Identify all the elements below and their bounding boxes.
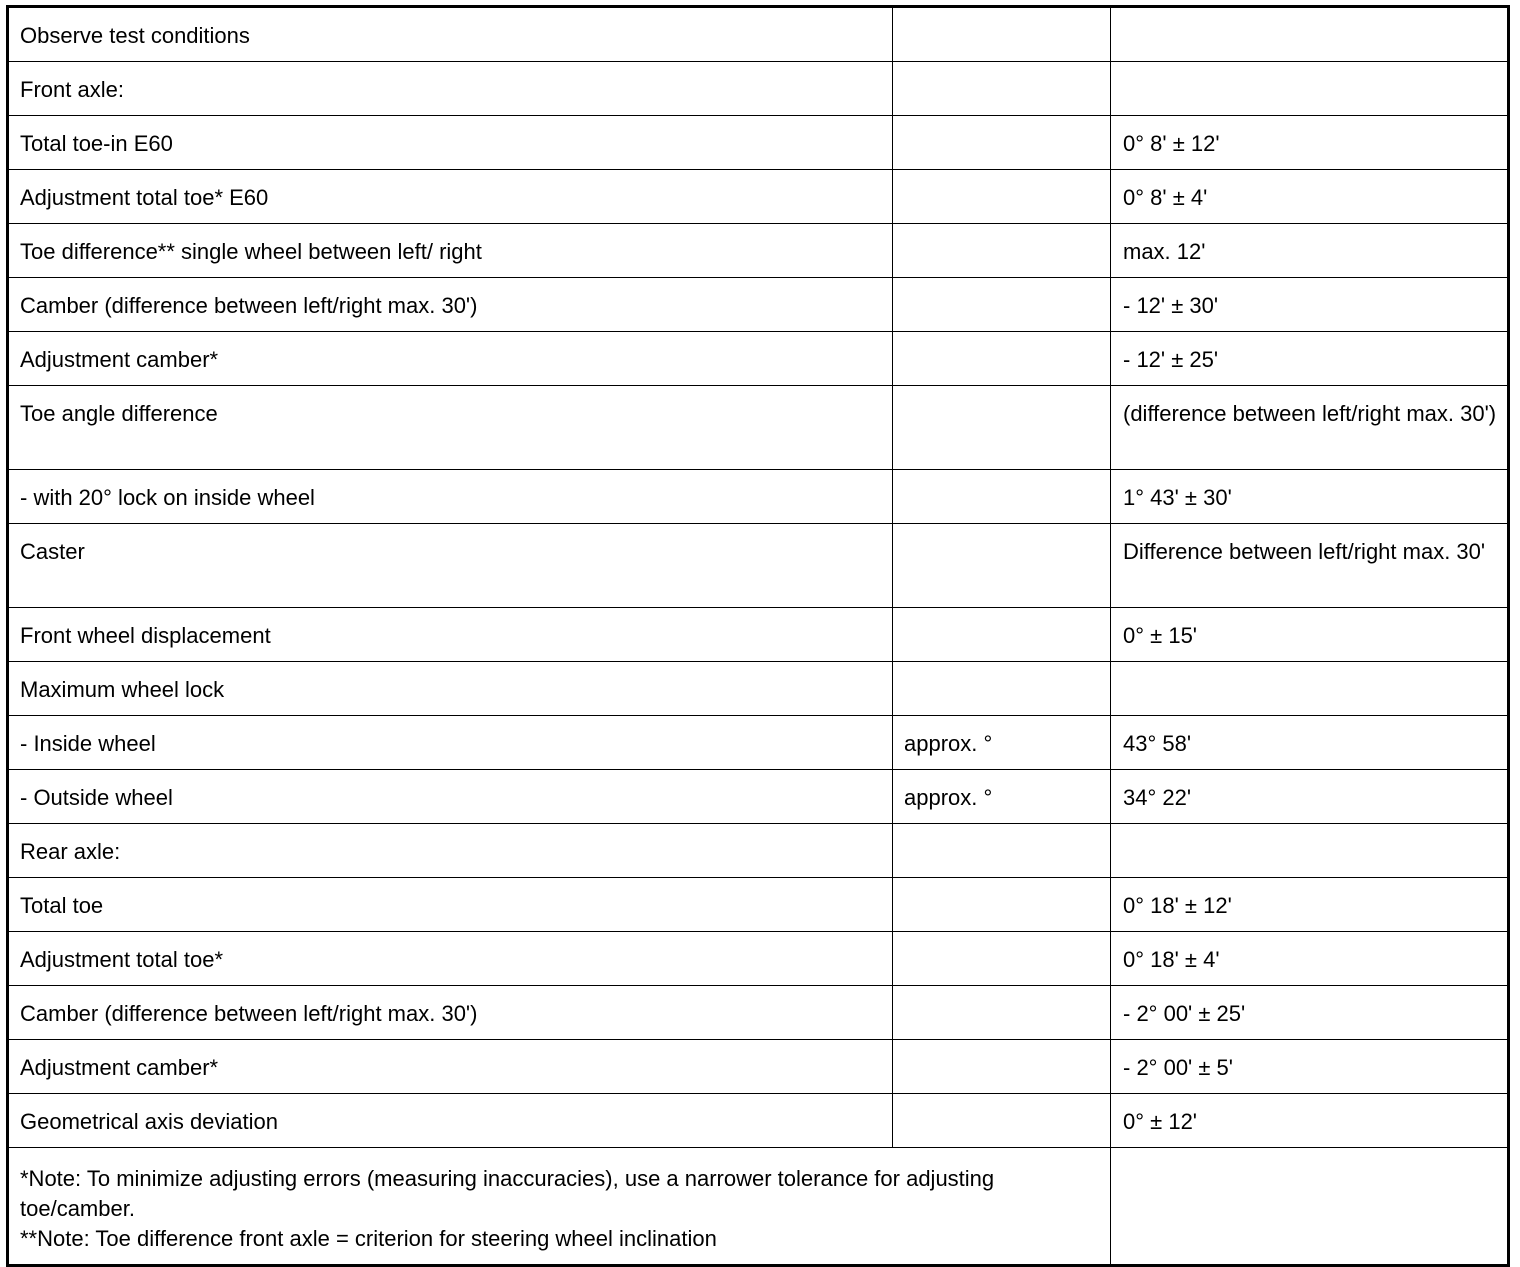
- row-label: Adjustment total toe* E60: [8, 170, 893, 224]
- table-row: [8, 470, 1509, 524]
- row-unit: [893, 224, 1111, 278]
- row-value: [1111, 662, 1509, 716]
- row-unit: [893, 932, 1111, 986]
- row-unit: [893, 524, 1111, 608]
- row-label: Total toe: [8, 878, 893, 932]
- row-value: 0° 8' ± 12': [1111, 116, 1509, 170]
- row-label: Rear axle:: [8, 824, 893, 878]
- row-label: Front wheel displacement: [8, 608, 893, 662]
- row-label: Adjustment camber*: [8, 1040, 893, 1094]
- row-label: - Inside wheel: [8, 716, 893, 770]
- table-row: [8, 116, 1509, 170]
- row-label: Maximum wheel lock: [8, 662, 893, 716]
- row-unit: approx. °: [893, 770, 1111, 824]
- row-value: (difference between left/right max. 30'): [1111, 386, 1509, 470]
- row-unit: [893, 116, 1111, 170]
- row-value: 0° ± 15': [1111, 608, 1509, 662]
- table-row: [8, 62, 1509, 116]
- wheel-alignment-spec-table: [6, 5, 1510, 1267]
- row-label: Geometrical axis deviation: [8, 1094, 893, 1148]
- row-unit: [893, 1040, 1111, 1094]
- row-label: Toe angle difference: [8, 386, 893, 470]
- table-row: [8, 662, 1509, 716]
- table-row: [8, 224, 1509, 278]
- row-value: 0° 8' ± 4': [1111, 170, 1509, 224]
- table-row: [8, 278, 1509, 332]
- table-row: [8, 608, 1509, 662]
- table-row: [8, 878, 1509, 932]
- row-label: Observe test conditions: [8, 7, 893, 62]
- row-label: Total toe-in E60: [8, 116, 893, 170]
- table-row: [8, 824, 1509, 878]
- note-adjusting-tolerance: *Note: To minimize adjusting errors (measuring inaccuracies), use a narrower tolerance for adjusting toe/camber.: [20, 1166, 995, 1221]
- row-unit: [893, 62, 1111, 116]
- row-label: Front axle:: [8, 62, 893, 116]
- row-value: 0° ± 12': [1111, 1094, 1509, 1148]
- table-row: [8, 524, 1509, 608]
- table-row: [8, 332, 1509, 386]
- row-label: Camber (difference between left/right max. 30'): [8, 986, 893, 1040]
- table-row: [8, 986, 1509, 1040]
- row-unit: [893, 986, 1111, 1040]
- row-value: 43° 58': [1111, 716, 1509, 770]
- row-unit: [893, 662, 1111, 716]
- row-unit: [893, 470, 1111, 524]
- row-unit: [893, 824, 1111, 878]
- row-value: 1° 43' ± 30': [1111, 470, 1509, 524]
- row-unit: approx. °: [893, 716, 1111, 770]
- row-value: 0° 18' ± 4': [1111, 932, 1509, 986]
- notes-cell: [8, 1148, 1111, 1266]
- row-value: - 2° 00' ± 5': [1111, 1040, 1509, 1094]
- row-label: Toe difference** single wheel between left/ right: [8, 224, 893, 278]
- row-unit: [893, 7, 1111, 62]
- row-value: - 12' ± 25': [1111, 332, 1509, 386]
- table-row: [8, 770, 1509, 824]
- table-row: [8, 1094, 1509, 1148]
- table-row: [8, 7, 1509, 62]
- row-value: 34° 22': [1111, 770, 1509, 824]
- row-label: Camber (difference between left/right max. 30'): [8, 278, 893, 332]
- table-row: [8, 170, 1509, 224]
- row-value: Difference between left/right max. 30': [1111, 524, 1509, 608]
- row-value: [1111, 824, 1509, 878]
- note-toe-difference: **Note: Toe difference front axle = criterion for steering wheel inclination: [20, 1226, 717, 1251]
- row-value: [1111, 7, 1509, 62]
- row-unit: [893, 1094, 1111, 1148]
- row-label: Adjustment total toe*: [8, 932, 893, 986]
- row-value: 0° 18' ± 12': [1111, 878, 1509, 932]
- row-value: [1111, 62, 1509, 116]
- row-value: - 2° 00' ± 25': [1111, 986, 1509, 1040]
- table-row: [8, 1040, 1509, 1094]
- row-unit: [893, 170, 1111, 224]
- row-value: - 12' ± 30': [1111, 278, 1509, 332]
- row-label: Adjustment camber*: [8, 332, 893, 386]
- row-unit: [893, 386, 1111, 470]
- table-row: [8, 386, 1509, 470]
- table-row: [8, 932, 1509, 986]
- row-value: max. 12': [1111, 224, 1509, 278]
- table-row: [8, 716, 1509, 770]
- row-label: - Outside wheel: [8, 770, 893, 824]
- row-unit: [893, 878, 1111, 932]
- notes-row: [8, 1148, 1509, 1266]
- row-unit: [893, 332, 1111, 386]
- notes-empty-cell: [1111, 1148, 1509, 1266]
- row-unit: [893, 278, 1111, 332]
- row-label: Caster: [8, 524, 893, 608]
- row-unit: [893, 608, 1111, 662]
- row-label: - with 20° lock on inside wheel: [8, 470, 893, 524]
